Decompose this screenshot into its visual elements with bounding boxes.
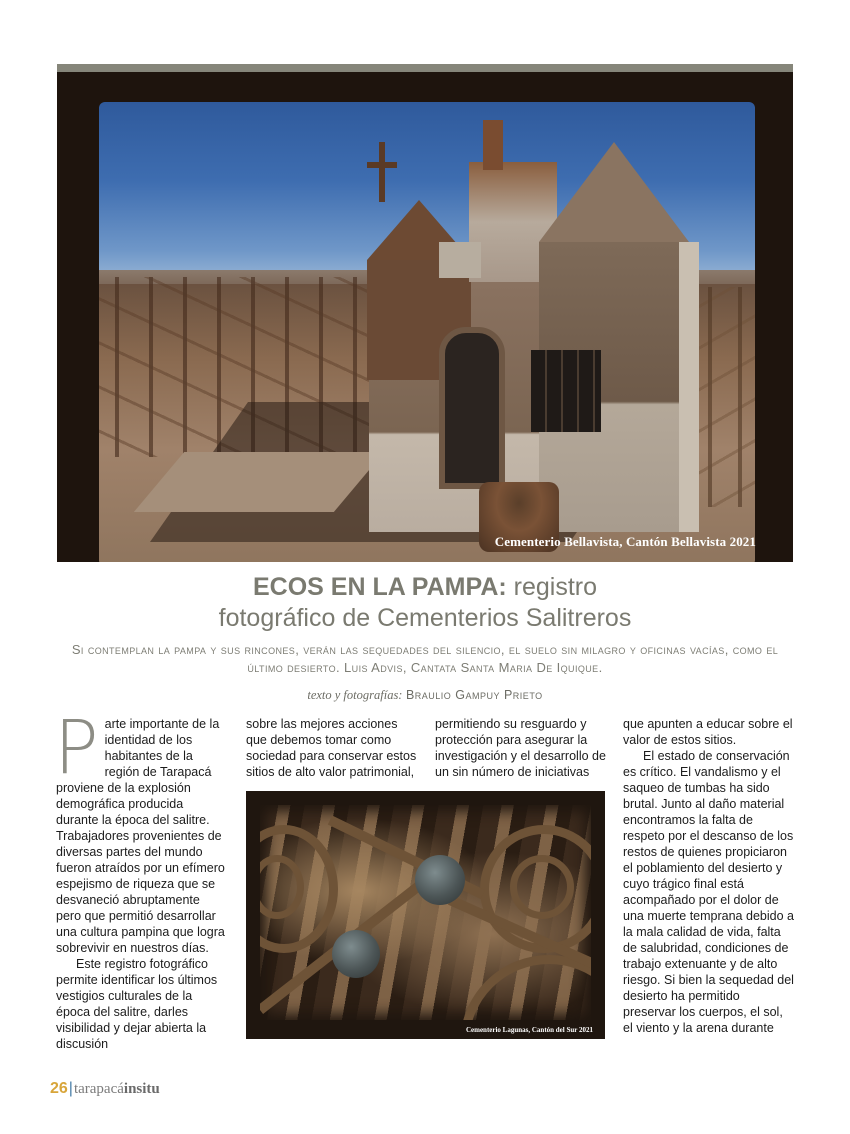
inset-photo xyxy=(260,805,591,1020)
paragraph xyxy=(54,705,228,956)
paragraph: permitiendo su resguardo y protección para asegurar la investigación y el desarrollo de un sin número de iniciativas xyxy=(435,717,606,779)
paragraph: sobre las mejores acciones que debemos tomar como sociedad para conservar estos sitios de alto valor patrimonial, xyxy=(246,717,417,779)
hero-photo-caption: Cementerio Bellavista, Cantón Bellavista 2021 xyxy=(494,534,756,549)
page-footer xyxy=(50,1080,160,1098)
paragraph: El estado de conservación es crítico. El vandalismo y el saqueo de tumbas ha sido brutal. Junto al daño material encontramos la falta de respeto por el descanso de los restos de quienes propiciaron el poblamiento del desierto y cuyo trágico final está acompañado por el dolor de una muerte temprana debido a la mala calidad de vida, falta de salubridad, condiciones de trabajo extenuante y de alto riesgo. Si bien la sequedad del desierto ha permitido preservar los cuerpos, el sol, el viento y la arena durante xyxy=(623,749,794,1035)
epigraph: Si contemplan la pampa y sus rincones, verán las sequedades del silencio, el suelo sin milagro y oficinas vacías, como el último desierto. Luis Advis, Cantata Santa Maria De Iquique. xyxy=(71,642,779,675)
photo-iron-cross xyxy=(379,142,385,202)
body-column-1 xyxy=(54,705,228,1052)
photo-mausoleum-edge xyxy=(679,242,699,532)
paragraph-text: arte importante de la identidad de los habitantes de la región de Tarapacá proviene de la explosión demográfica producida durante la época del salitre. Trabajadores provenientes de diversas partes del mundo fueron atraídos por un efímero espejismo de riqueza que se desvaneció abruptamente pero que permitió desarrollar una cultura pampina que logra sobrevivir en nuestros días. xyxy=(56,717,225,955)
photo-iron-knob xyxy=(332,930,380,978)
drop-cap: P xyxy=(54,705,99,791)
title-line2: fotográfico de Cementerios Salitreros xyxy=(218,604,632,632)
photo-iron-scroll xyxy=(460,955,591,1020)
title-line1-rest: registro xyxy=(506,573,598,601)
photo-arched-door xyxy=(439,327,505,489)
body-column-2 xyxy=(246,716,418,780)
article-title xyxy=(0,572,850,634)
brand-light: tarapacá xyxy=(73,1081,124,1097)
inset-photo-caption: Cementerio Lagunas, Cantón del Sur 2021 xyxy=(465,1026,593,1034)
body-column-3 xyxy=(435,716,607,780)
byline xyxy=(0,688,850,703)
photo-mausoleum-right-roof xyxy=(539,142,689,242)
brand-bold: insitu xyxy=(123,1081,160,1097)
photo-iron-scroll xyxy=(510,855,574,919)
hero-photo-frame xyxy=(57,72,793,562)
footer-separator: | xyxy=(68,1080,73,1097)
inset-photo-frame xyxy=(246,791,605,1039)
paragraph: que apunten a educar sobre el valor de estos sitios. xyxy=(623,717,793,747)
byline-author: Braulio Gampuy Prieto xyxy=(405,688,543,702)
photo-barred-window xyxy=(531,350,601,432)
publication-name xyxy=(74,1081,160,1097)
top-rule xyxy=(57,64,793,72)
photo-iron-knob xyxy=(415,855,465,905)
photo-mausoleum-spire xyxy=(483,120,503,170)
body-column-4 xyxy=(623,716,795,1036)
photo-plaque xyxy=(439,242,481,278)
page-number: 26 xyxy=(50,1080,68,1097)
photo-iron-cross-bar xyxy=(367,162,397,168)
paragraph: Este registro fotográfico permite identificar los últimos vestigios culturales de la época del salitre, darles visibilidad y dejar abierta la discusión xyxy=(56,957,218,1051)
hero-photo xyxy=(99,102,755,562)
byline-lead: texto y fotografías: xyxy=(307,688,403,702)
title-strong: ECOS EN LA PAMPA: xyxy=(252,573,507,601)
